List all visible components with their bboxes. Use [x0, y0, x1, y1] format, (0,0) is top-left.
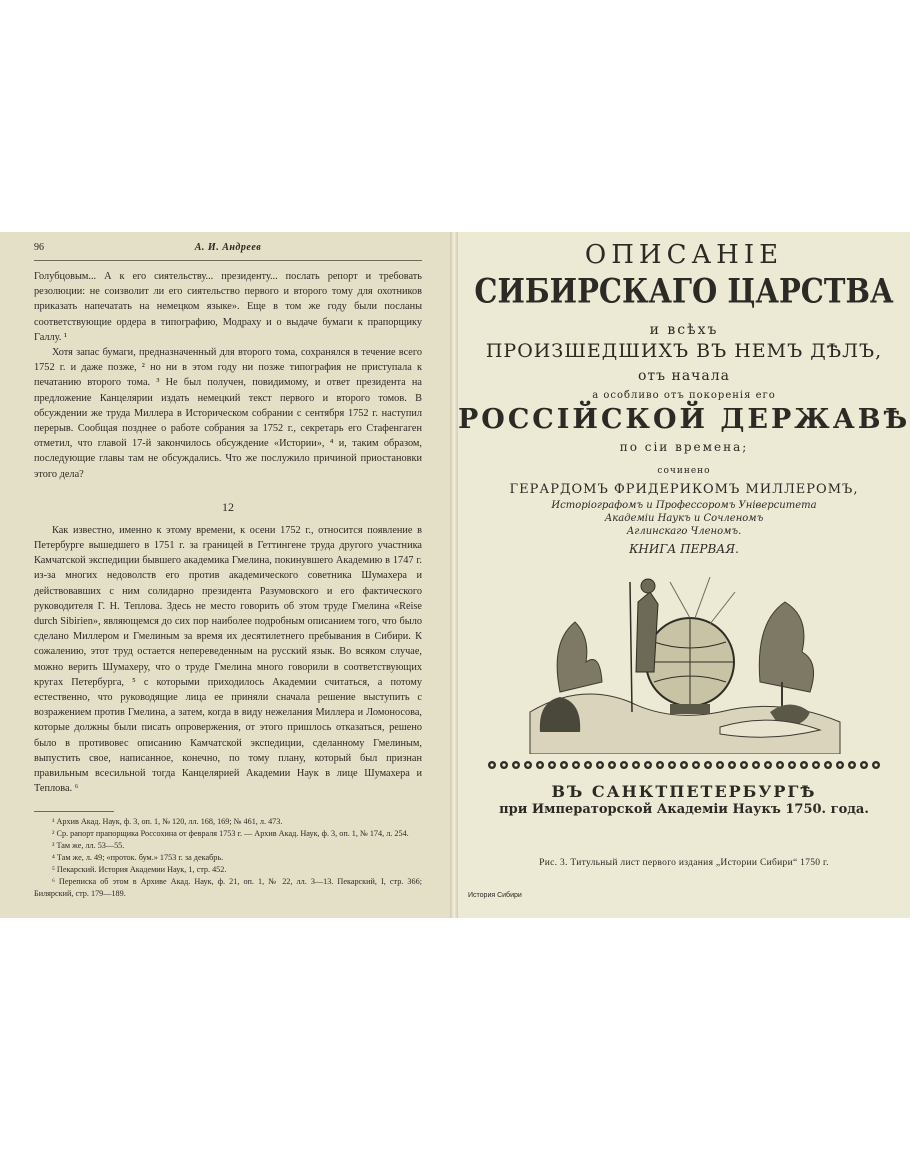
engraving-illustration — [520, 562, 850, 754]
footnote-1: ¹ Архив Акад. Наук, ф. 3, оп. 1, № 120, лл. 168, 169; № 461, л. 473. — [52, 816, 283, 826]
title-book-number: КНИГА ПЕРВАЯ. — [629, 542, 739, 556]
footnote-3: ³ Там же, лл. 53—55. — [52, 840, 125, 850]
book-gutter — [450, 232, 458, 918]
title-author-role-1: Исторiографомъ и Профессоромъ Унiверситета — [551, 500, 817, 511]
footnote-5: ⁵ Пекарский. История Академии Наук, 1, стр. 452. — [52, 864, 227, 874]
figure-caption: Рис. 3. Титульный лист первого издания „Истории Сибири“ 1750 г. — [539, 858, 829, 868]
book-spread — [0, 232, 910, 918]
title-line-4: ПРОИЗШЕДШИХЪ ВЪ НЕМЪ ДѢЛЪ, — [485, 340, 883, 362]
title-line-9: сочинено — [657, 466, 711, 476]
title-page — [458, 232, 910, 918]
paragraph-1: Голубцовым... А к его сиятельству... президенту... послать репорт и требовать резолюции: не соизволит ли его сиятельство первого и второго тому для охотников приказать напечатать на немецком языке». Еще в том же году были посланы соответствующие ордера в типографию, Модраху и о выдаче бумаги к прапорщику Галлу. ¹ — [34, 271, 422, 343]
footnote-6: ⁶ Переписка об этом в Архиве Акад. Наук, ф. 21, оп. 1, № 22, лл. 3—13. Пекарский, I, стр. 366; Билярский, стр. 179—189. — [34, 876, 422, 898]
page-number: 96 — [34, 242, 44, 253]
paragraph-2: Хотя запас бумаги, предназначенный для второго тома, сохранялся в течение всего 1752 г. и даже позже, ² но ни в этом году ни позже типография не приступала к печатанию второго тома. ³ Не был получен, повидимому, и ответ президента на предложение Канцелярии издать немецкий текст первого и второго томов. В обсуждении же труда Миллера в Историческом собрании с сентября 1752 г. наступил перерыв. Сообщая позднее о работе собрания за 1752 г., секретарь его Стафенгаген отметил, что главой 17-й закончилось обсуждение «Истории», ⁴ и, таким образом, последующие главы там не обсуждались. Что же послужило причиной приостановки этого дела? — [34, 347, 422, 480]
footnote-4: ⁴ Там же, л. 49; «проток. бум.» 1753 г. за декабрь. — [52, 852, 224, 862]
left-page — [0, 232, 450, 918]
title-author-role-2: Академiи Наукъ и Сочленомъ — [604, 513, 764, 524]
running-head — [34, 240, 422, 261]
imprint-city: ВЪ САНКТПЕТЕРБУРГѢ — [551, 782, 817, 801]
title-line-8: по сiи времена; — [619, 440, 749, 454]
title-line-1: ОПИСАНIЕ — [584, 240, 784, 270]
imprint-publisher: при Императорской Академiи Наукъ 1750. года. — [499, 802, 869, 817]
footnote-divider — [34, 811, 114, 812]
title-line-5: отъ начала — [637, 368, 731, 384]
running-head-author: А. И. Андреев — [194, 242, 262, 253]
title-line-3: и всѣхъ — [649, 322, 719, 338]
title-author: ГЕРАРДОМЪ ФРИДЕРИКОМЪ МИЛЛЕРОМЪ, — [509, 482, 859, 497]
title-line-6: а особливо отъ покоренiя его — [592, 390, 776, 401]
title-line-7: РОССIЙСКОЙ ДЕРЖАВѢ — [458, 404, 910, 435]
bottom-label: История Сибири — [468, 892, 522, 899]
ornament-band — [486, 758, 886, 772]
footnote-2: ² Ср. рапорт прапорщика Россохина от февраля 1753 г. — Архив Акад. Наук, ф. 3, оп. 1, № 174, л. 254. — [52, 828, 409, 838]
paragraph-3: Как известно, именно к этому времени, к осени 1752 г., относится появление в Петербурге вышедшего в 1751 г. за границей в Геттингене труда другого участника Камчатской экспедиции бывшего академика Гмелина, покинувшего Академию в 1747 г. из-за многих недоволств его против академического советника Шумахера и действовавших с ним солидарно президента Разумовского и его фактического руководителя Г. Н. Теплова. Здесь не место говорить об этом труде Гмелина «Reise durch Sibirien», являющемся до сих пор наиболее подробным описанием того, что было сделано Миллером и Гмелиным за время их десятилетнего пребывания в Сибири. К сожалению, этот труд остается непереведенным на русский язык. Во всяком случае, можно верить Шумахеру, что о труде Гмелина много говорили в соответствующих кругах Петербурга, ⁵ с которыми приходилось Академии считаться, а потому естественно, что руководящие лица ее приняли сначала решение выступить с возражением против Гмелина, а затем, когда в виду нежелания Миллера и Ломоносова, которые должны были писать опровержения, от этого пришлось отказаться, решено было в противовес описанию Камчатской экспедиции, сделанному Гмелиным, выпустить свое, написанное, конечно, по тому плану, который был признан правильным всесильной тогда Канцелярией Академии Наук в лице Шумахера и Теплова. ⁶ — [34, 524, 422, 795]
section-number: 12 — [222, 499, 234, 514]
title-line-2: СИБИРСКАГО ЦАРСТВА — [474, 271, 894, 311]
title-author-role-3: Аглинскаго Членомъ. — [626, 526, 742, 537]
